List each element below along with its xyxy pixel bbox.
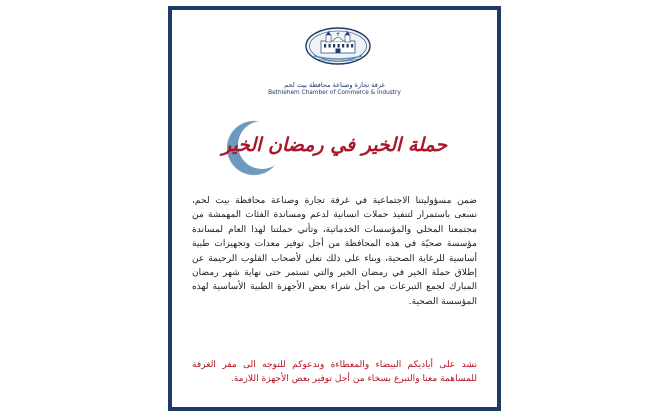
chamber-building-seal-icon: [304, 26, 372, 66]
call-to-action: نشد على أياديكم البيضاء والمعطاءة وندعوكم للتوجه الى مقر الغرفة للمساهمة معنا والتبرع بسخاء من أجل توفير بعض الأجهزة اللازمة.: [192, 360, 477, 385]
org-name-arabic: غرفة تجارة وصناعة محافظة بيت لحم: [284, 81, 385, 89]
poster-frame: [168, 6, 501, 411]
campaign-title: حملة الخير في رمضان الخير: [221, 134, 448, 156]
org-name-english: Bethlehem Chamber of Commerce & Industry: [268, 90, 401, 96]
campaign-description: ضمن مسؤوليتنا الاجتماعية في غرفة تجارة وصناعة محافظة بيت لحم، نسعى باستمرار لتنفيذ حملات انسانية لدعم ومساندة الفئات المهمشة من مجتمعنا المحلي والمؤسسات الخدماتية، وتأتي حملتنا لهذا العام لمساندة مؤسسة صحيّة في هذه المحافظة من أجل توفير معدات وتجهيزات طبية أساسية للرعاية الصحية، وبناء على ذلك نعلن لأصحاب القلوب الرحيمة عن إطلاق حملة الخير في رمضان الخير والتي تستمر حتى نهاية شهر رمضان المبارك لجمع التبرعات من أجل شراء بعض الأجهزة الطبية الأساسية لهذه المؤسسة الصحية.: [192, 196, 477, 307]
